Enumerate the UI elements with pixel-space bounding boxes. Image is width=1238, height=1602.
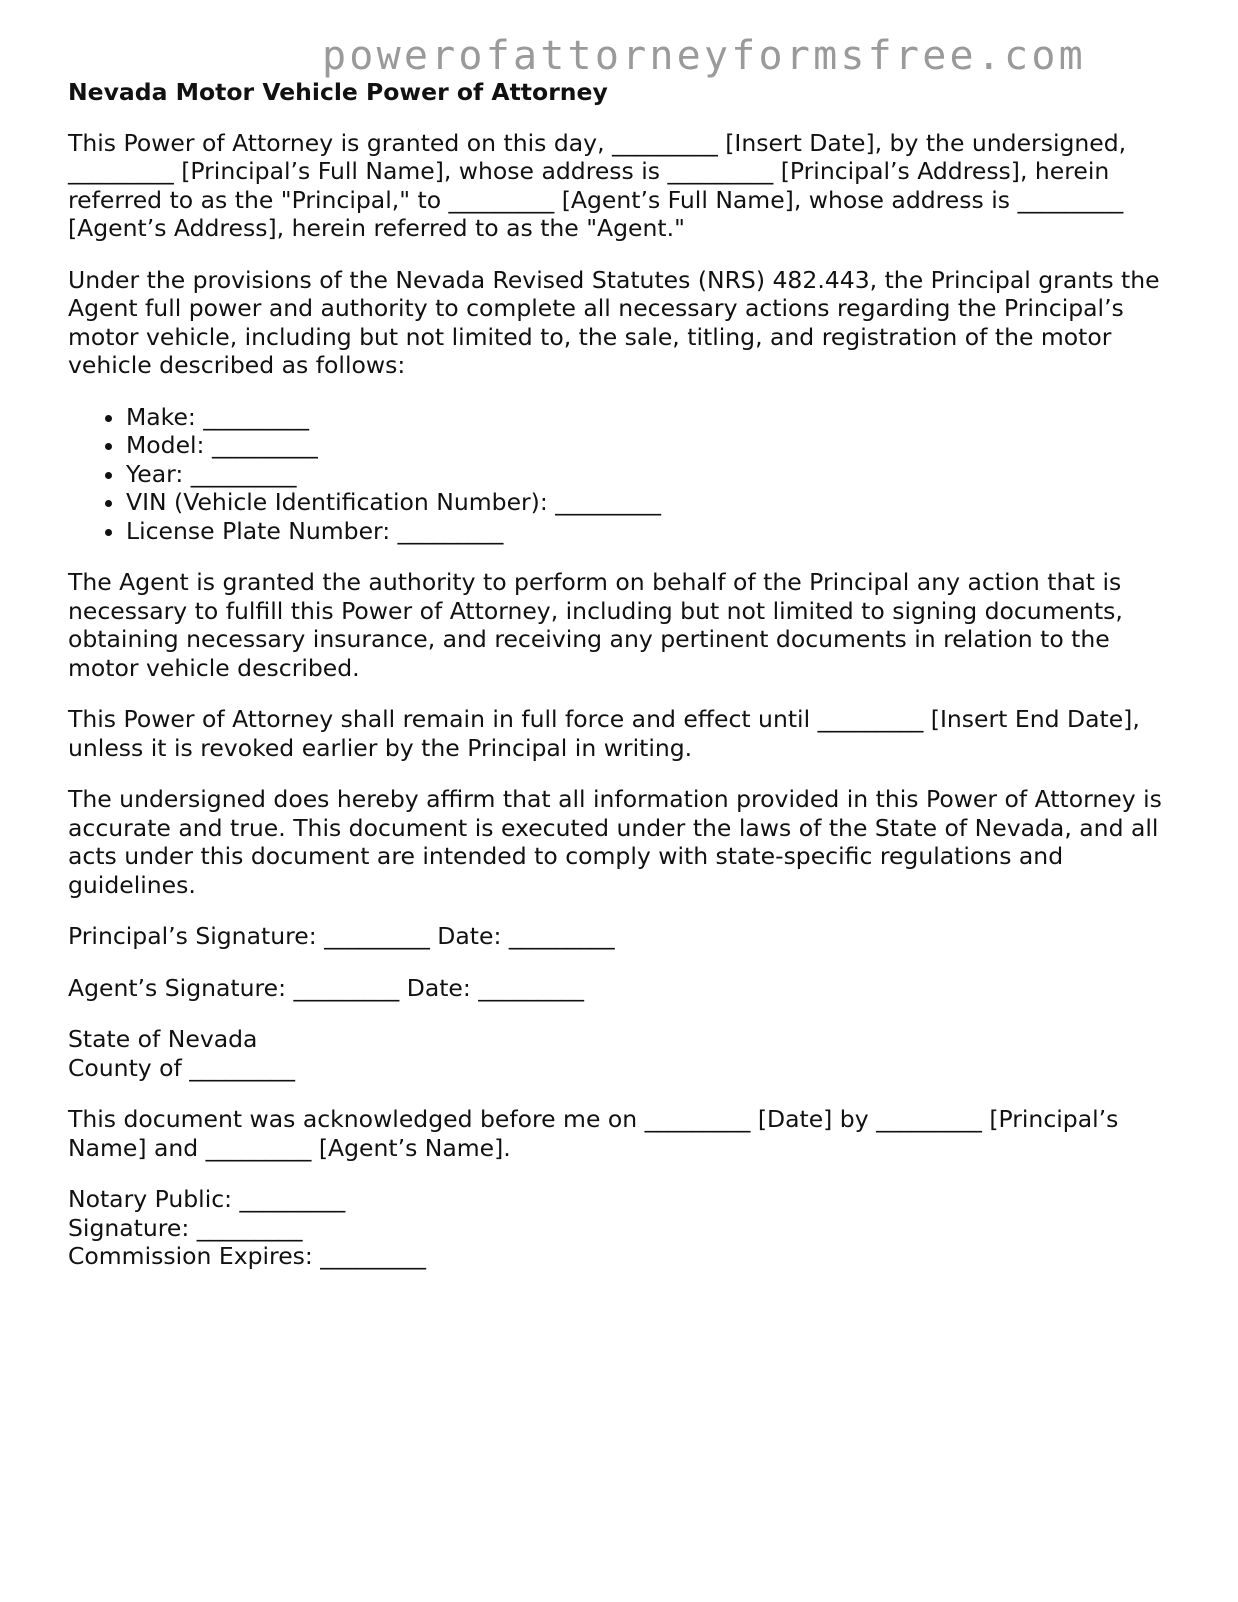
- notary-public-line: Notary Public: _________: [68, 1185, 346, 1213]
- acknowledgment-paragraph: This document was acknowledged before me on _________ [Date] by _________ [Principal’s Name] and _________ [Agent’s Name].: [68, 1105, 1119, 1162]
- vehicle-make-item: • Make: _________: [126, 403, 1173, 432]
- commission-expires-line: Commission Expires: _________: [68, 1242, 427, 1270]
- notary-signature-line: Signature: _________: [68, 1213, 303, 1242]
- venue-block: [68, 1025, 1173, 1082]
- watermark: powerofattorneyformsfree.com: [322, 33, 1086, 79]
- principal-signature-line: Principal’s Signature: _________ Date: _________: [68, 922, 615, 950]
- vehicle-details-list: [68, 403, 1173, 546]
- intro-paragraph: This Power of Attorney is granted on this day, _________ [Insert Date], by the undersigned, _________ [Principal’s Full Name], whose address is _________ [Principal’s Address], herein referred to as the "Principal," to _________ [Agent’s Full Name], whose address is _________ [Agent’s Address], herein referred to as the "Agent.": [68, 128, 1127, 242]
- agent-signature-line: Agent’s Signature: _________ Date: _________: [68, 973, 585, 1002]
- duration-paragraph: This Power of Attorney shall remain in full force and effect until _________ [Insert End Date], unless it is revoked earlier by the Principal in writing.: [68, 705, 1140, 762]
- vehicle-year-item: • Year: _________: [126, 460, 1173, 489]
- vehicle-plate-item: • License Plate Number: _________: [126, 517, 1173, 546]
- document-body: [68, 78, 1173, 1271]
- venue-state: State of Nevada: [68, 1025, 258, 1053]
- notary-block: [68, 1185, 1173, 1271]
- authority-paragraph: The Agent is granted the authority to perform on behalf of the Principal any action that is necessary to fulfill this Power of Attorney, including but not limited to signing documents, obtaining necessary insurance, and receiving any pertinent documents in relation to the motor vehicle described.: [68, 568, 1123, 682]
- affirmation-paragraph: The undersigned does hereby affirm that all information provided in this Power of Attorney is accurate and true. This document is executed under the laws of the State of Nevada, and all acts under this document are intended to comply with state-specific regulations and guidelines.: [68, 785, 1162, 899]
- vehicle-vin-item: • VIN (Vehicle Identification Number): _________: [126, 488, 1173, 517]
- venue-county: County of _________: [68, 1053, 296, 1082]
- vehicle-model-item: • Model: _________: [126, 431, 1173, 460]
- provisions-paragraph: Under the provisions of the Nevada Revised Statutes (NRS) 482.443, the Principal grants the Agent full power and authority to complete all necessary actions regarding the Principal’s motor vehicle, including but not limited to, the sale, titling, and registration of the motor vehicle described as follows:: [68, 265, 1160, 379]
- document-title: Nevada Motor Vehicle Power of Attorney: [68, 78, 608, 106]
